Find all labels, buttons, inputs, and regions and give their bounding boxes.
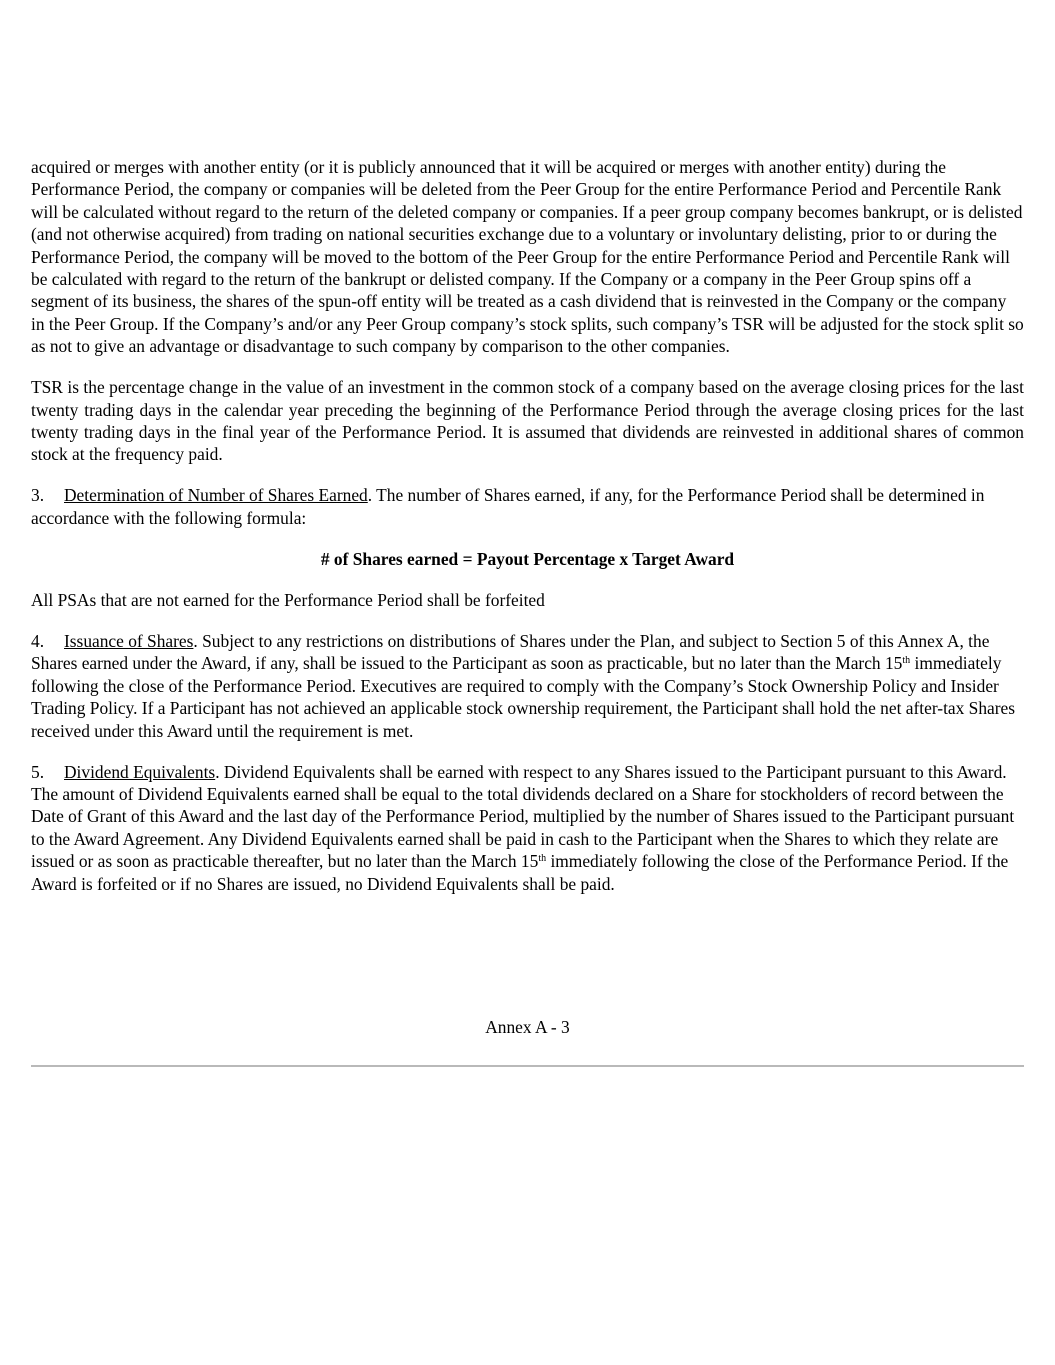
document-body bbox=[31, 156, 1024, 914]
section-number: 5. bbox=[31, 761, 45, 782]
ordinal-suffix: th bbox=[902, 655, 911, 667]
section-text-continued: immediately following the close of the Performance Period. Executives are required to comply with the Company’s Stock Ownership Policy and Insider Trading Policy. If a Participant has not achieved an applicable stock ownership requirement, the Participant shall hold the net after-tax Shares received under this Award until the requirement is met. bbox=[31, 653, 1016, 741]
section-text: . Subject to any restrictions on distributions of Shares under the Plan, and subject to Section 5 of this Annex A, the Shares earned under the Award, if any, shall be issued to the Participant as soon as practicable, but no later than the March 15 bbox=[31, 630, 990, 674]
paragraph-peer-group-continuation: acquired or merges with another entity (or it is publicly announced that it will be acquired or merges with another entity) during the Performance Period, the company or companies will be deleted from the Peer Group for the entire Performance Period and Percentile Rank will be calculated without regard to the return of the deleted company or companies. If a peer group company becomes bankrupt, or is delisted (and not otherwise acquired) from trading on national securities exchange due to a voluntary or involuntary delisting, prior to or during the Performance Period, the company will be moved to the bottom of the Peer Group for the entire Performance Period and Percentile Rank will be calculated with regard to the return of the bankrupt or delisted company. If the Company or a company in the Peer Group spins off a segment of its business, the shares of the spun-off entity will be treated as a cash dividend that is reinvested in the Company or the company in the Peer Group. If the Company’s and/or any Peer Group company’s stock splits, such company’s TSR will be adjusted for the stock split so as not to give an advantage or disadvantage to such company by comparison to the other companies. bbox=[31, 157, 1024, 357]
section-number: 3. bbox=[31, 485, 45, 506]
section-text: . The number of Shares earned, if any, for the Performance Period shall be determined in accordance with the following formula: bbox=[31, 485, 985, 528]
section-heading: Issuance of Shares bbox=[64, 630, 194, 651]
page-divider bbox=[31, 1065, 1024, 1067]
section-heading: Determination of Number of Shares Earned bbox=[64, 485, 368, 506]
section-text: . Dividend Equivalents shall be earned with respect to any Shares issued to the Participant pursuant to this Award. The amount of Dividend Equivalents earned shall be equal to the total dividends declared on a Share for stockholders of record between the Date of Grant of this Award and the last day of the Performance Period, multiplied by the number of Shares issued to the Participant pursuant to the Award Agreement. Any Dividend Equivalents earned shall be paid in cash to the Participant when the Shares to which they relate are issued or as soon as practicable thereafter, but no later than the March 15 bbox=[31, 761, 1015, 872]
ordinal-suffix: th bbox=[538, 853, 547, 865]
section-text-continued: immediately following the close of the Performance Period. If the Award is forfeited or if no Shares are issued, no Dividend Equivalents shall be paid. bbox=[31, 851, 1009, 894]
section-number: 4. bbox=[31, 630, 45, 651]
section-3-shares-earned bbox=[31, 484, 1024, 529]
page-footer-label: Annex A - 3 bbox=[485, 1017, 570, 1037]
section-heading: Dividend Equivalents bbox=[64, 761, 216, 782]
paragraph-forfeiture: All PSAs that are not earned for the Performance Period shall be forfeited bbox=[31, 589, 545, 610]
paragraph-tsr-definition: TSR is the percentage change in the value of an investment in the common stock of a company based on the average closing prices for the last twenty trading days in the calendar year preceding the beginning of the Performance Period through the average closing prices for the last twenty trading days in the final year of the Performance Period. It is assumed that dividends are reinvested in additional shares of common stock at the frequency paid. bbox=[31, 377, 1024, 465]
section-5-dividend-equivalents bbox=[31, 761, 1024, 895]
shares-earned-formula: # of Shares earned = Payout Percentage x Target Award bbox=[320, 548, 735, 569]
section-4-issuance-of-shares bbox=[31, 630, 1024, 742]
